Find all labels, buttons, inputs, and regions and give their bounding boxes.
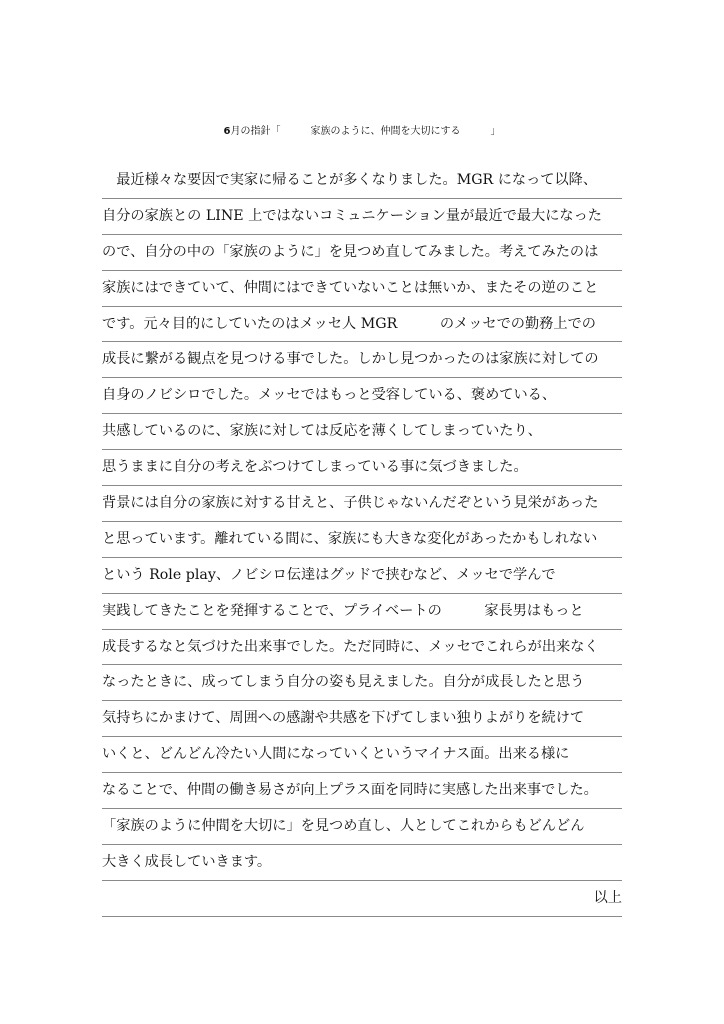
text-line-6: 成長に繋がる観点を見つける事でした。しかし見つかったのは家族に対しての bbox=[102, 342, 622, 378]
text-line-17: いくと、どんどん冷たい人間になっていくというマイナス面。出来る様に bbox=[102, 737, 622, 773]
text-line-8: 共感しているのに、家族に対しては反応を薄くしてしまっていたり、 bbox=[102, 414, 622, 450]
text-line-7: 自身のノビシロでした。メッセではもっと受容している、褒めている、 bbox=[102, 378, 622, 414]
ruled-text-body bbox=[102, 163, 622, 917]
text-line-2: 自分の家族との LINE 上ではないコミュニケーション量が最近で最大になった bbox=[102, 199, 622, 235]
title-text: 月の指針「 家族のように、仲間を大切にする 」 bbox=[230, 126, 501, 137]
text-line-13: 実践してきたことを発揮することで、プライベートの 家長男はもっと bbox=[102, 594, 622, 630]
text-line-4: 家族にはできていて、仲間にはできていないことは無いか、またその逆のこと bbox=[102, 271, 622, 307]
text-line-14: 成長するなと気づけた出来事でした。ただ同時に、メッセでこれらが出来なく bbox=[102, 630, 622, 666]
title-month-number: 6 bbox=[223, 126, 231, 137]
text-line-15: なったときに、成ってしまう自分の姿も見えました。自分が成長したと思う bbox=[102, 665, 622, 701]
text-line-9: 思うままに自分の考えをぶつけてしまっている事に気づきました。 bbox=[102, 450, 622, 486]
text-line-19: 「家族のように仲間を大切に」を見つめ直し、人としてこれからもどんどん bbox=[102, 809, 622, 845]
text-line-10: 背景には自分の家族に対する甘えと、子供じゃないんだぞという見栄があった bbox=[102, 486, 622, 522]
text-line-18: なることで、仲間の働き易さが向上プラス面を同時に実感した出来事でした。 bbox=[102, 773, 622, 809]
text-line-5: です。元々目的にしていたのはメッセ人 MGR のメッセでの勤務上での bbox=[102, 307, 622, 343]
text-line-16: 気持ちにかまけて、周囲への感謝や共感を下げてしまい独りよがりを続けて bbox=[102, 701, 622, 737]
text-line-3: ので、自分の中の「家族のように」を見つめ直してみました。考えてみたのは bbox=[102, 235, 622, 271]
closing-line: 以上 bbox=[102, 881, 622, 917]
text-line-11: と思っています。離れている間に、家族にも大きな変化があったかもしれない bbox=[102, 522, 622, 558]
page-title bbox=[0, 122, 724, 137]
text-line-12: という Role play、ノビシロ伝達はグッドで挟むなど、メッセで学んで bbox=[102, 558, 622, 594]
text-line-20: 大きく成長していきます。 bbox=[102, 845, 622, 881]
text-line-1: 最近様々な要因で実家に帰ることが多くなりました。MGR になって以降、 bbox=[102, 163, 622, 199]
